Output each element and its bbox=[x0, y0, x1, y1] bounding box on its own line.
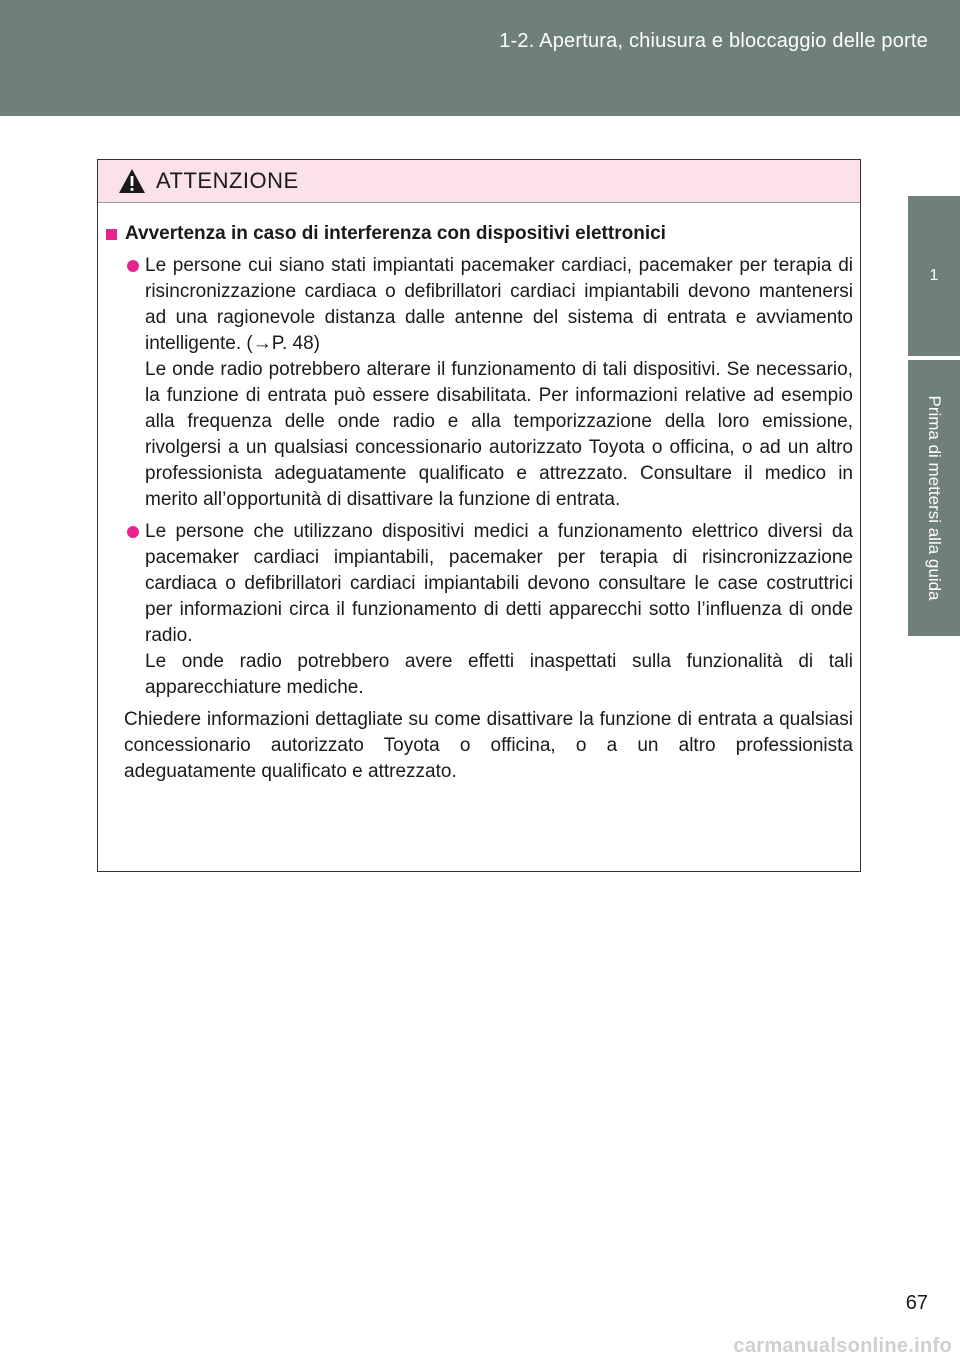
warning-header bbox=[98, 160, 860, 203]
watermark: carmanualsonline.info bbox=[733, 1335, 952, 1357]
warning-footer bbox=[106, 707, 853, 785]
bullet-paragraph: Le persone che utilizzano dispositivi medici a funzionamento elettrico diversi da pacemaker cardiaci impiantabili, pacemaker per terapia di risincronizzazione cardiaca o defibrillatori cardiaci impiantabili devono consultare le case costruttrici per informazioni circa il funzionamento di detti apparecchi sotto l’influenza di onde radio. bbox=[145, 521, 853, 646]
round-bullet-icon bbox=[127, 526, 139, 538]
bullet-paragraph: Le onde radio potrebbero alterare il funzionamento di tali dispositivi. Se necessario, la funzione di entrata può essere disabilitata. Per informazioni relative ad esempio alla frequenza delle onde radio e alla temporizzazione della loro emissione, rivolgersi a un qualsiasi concessionario autorizzato Toyota o officina, o ad un altro professionista adeguatamente qualificato e attrezzato. Consultare il medico in merito all’opportunità di disattivare la funzione di entrata. bbox=[145, 359, 853, 510]
warning-footer-text: Chiedere informazioni dettagliate su come disattivare la funzione di entrata a qualsiasi concessionario autorizzato Toyota o officina, o a un altro professionista adeguatamente qualificato e attrezzato. bbox=[124, 709, 853, 782]
warning-triangle-icon bbox=[118, 168, 146, 194]
side-tab-label bbox=[908, 360, 960, 636]
bullet-paragraph: Le persone cui siano stati impiantati pacemaker cardiaci, pacemaker per terapia di risincronizzazione cardiaca o defibrillatori cardiaci impiantabili devono mantenersi ad una ragionevole distanza dalle antenne del sistema di entrata e avviamento intelligente. (→P. 48) bbox=[145, 255, 853, 354]
square-bullet-icon bbox=[106, 229, 117, 240]
side-tab-label-text: Prima di mettersi alla guida bbox=[925, 395, 944, 601]
side-tab-number: 1 bbox=[908, 196, 960, 356]
warning-body bbox=[98, 203, 860, 785]
bullet-item bbox=[106, 253, 853, 513]
round-bullet-icon bbox=[127, 260, 139, 272]
section-heading-text: Avvertenza in caso di interferenza con dispositivi elettronici bbox=[125, 223, 666, 244]
page-header bbox=[0, 0, 960, 116]
page-number: 67 bbox=[905, 1292, 928, 1314]
warning-box bbox=[97, 159, 861, 872]
bullet-item bbox=[106, 519, 853, 701]
header-title: 1-2. Apertura, chiusura e bloccaggio delle porte bbox=[499, 30, 928, 52]
bullet-paragraph: Le onde radio potrebbero avere effetti inaspettati sulla funzionalità di tali apparecchiature mediche. bbox=[145, 651, 853, 698]
warning-title: ATTENZIONE bbox=[156, 168, 299, 193]
section-heading bbox=[106, 221, 853, 247]
